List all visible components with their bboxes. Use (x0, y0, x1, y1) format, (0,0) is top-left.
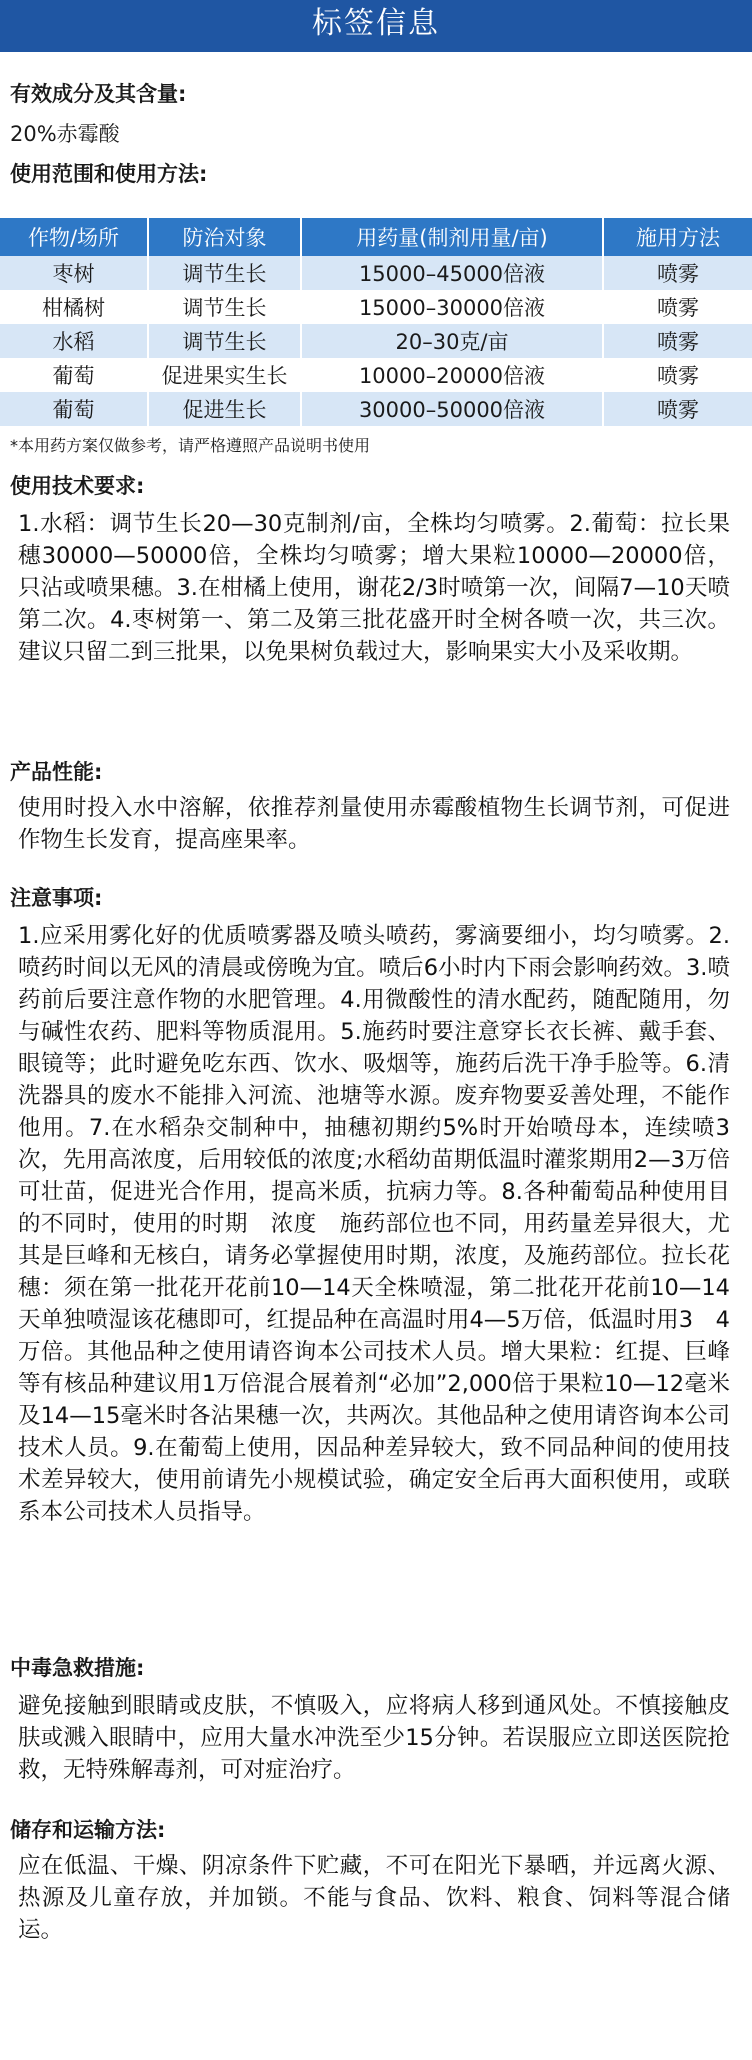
table-row (0, 358, 752, 392)
cell-dosage: 15000–30000倍液 (301, 290, 603, 324)
storage-text: 应在低温、干燥、阴凉条件下贮藏，不可在阳光下暴晒，并远离火源、热源及儿童存放，并加锁。不能与食品、饮料、粮食、饲料等混合储运。 (18, 1853, 730, 1943)
cell-crop: 葡萄 (0, 392, 148, 426)
table-row (0, 392, 752, 426)
cautions-text: 1.应采用雾化好的优质喷雾器及喷头喷药，雾滴要细小，均匀喷雾。2.喷药时间以无风的清晨或傍晚为宜。喷后6小时内下雨会影响药效。3.喷药前后要注意作物的水肥管理。4.用微酸性的清水配药，随配随用，勿与碱性农药、肥料等物质混用。5.施药时要注意穿长衣长裤、戴手套、眼镜等；此时避免吃东西、饮水、吸烟等，施药后洗干净手脸等。6.清洗器具的废水不能排入河流、池塘等水源。废弃物要妥善处理，不能作他用。7.在水稻杂交制种中，抽穗初期约5%时开始喷母本，连续喷3次，先用高浓度，后用较低的浓度;水稻幼苗期低温时灌浆期用2—3万倍可壮苗，促进光合作用，提高米质，抗病力等。8.各种葡萄品种使用目的不同时，使用的时期 浓度 施药部位也不同，用药量差异很大，尤其是巨峰和无核白，请务必掌握使用时期，浓度，及施药部位。拉长花穗：须在第一批花开花前10—14天全株喷湿，第二批花开花前10—14天单独喷湿该花穗即可，红提品种在高温时用4—5万倍，低温时用3 4万倍。其他品种之使用请咨询本公司技术人员。增大果粒：红提、巨峰等有核品种建议用1万倍混合展着剂“必加”2,000倍于果粒10—12毫米及14—15毫米时各沾果穗一次，共两次。其他品种之使用请咨询本公司技术人员。9.在葡萄上使用，因品种差异较大，致不同品种间的使用技术差异较大，使用前请先小规模试验，确定安全后再大面积使用，或联系本公司技术人员指导。 (18, 923, 730, 1525)
tech-text: 1.水稻：调节生长20—30克制剂/亩，全株均匀喷雾。2.葡萄：拉长果穗30000—50000倍，全株均匀喷雾；增大果粒10000—20000倍，只沾或喷果穗。3.在柑橘上使用，谢花2/3时喷第一次，间隔7—10天喷第二次。4.枣树第一、第二及第三批花盛开时全树各喷一次，共三次。建议只留二到三批果，以免果树负载过大，影响果实大小及采收期。 (18, 511, 730, 665)
cell-dosage: 30000–50000倍液 (301, 392, 603, 426)
cell-dosage: 15000–45000倍液 (301, 256, 603, 290)
cell-crop: 枣树 (0, 256, 148, 290)
cell-crop: 柑橘树 (0, 290, 148, 324)
col-header-target: 防治对象 (148, 218, 301, 256)
cell-method: 喷雾 (603, 358, 752, 392)
page-title: 标签信息 (312, 6, 440, 41)
cell-method: 喷雾 (603, 256, 752, 290)
table-note: *本用药方案仅做参考，请严格遵照产品说明书使用 (10, 436, 371, 455)
firstaid-text: 避免接触到眼睛或皮肤，不慎吸入，应将病人移到通风处。不慎接触皮肤或溅入眼睛中，应用大量水冲洗至少15分钟。若误服应立即送医院抢救，无特殊解毒剂，可对症治疗。 (18, 1693, 730, 1783)
table-row (0, 324, 752, 358)
ingredients-value: 20%赤霉酸 (10, 122, 120, 146)
cell-target: 调节生长 (148, 324, 301, 358)
col-header-crop: 作物/场所 (0, 218, 148, 256)
ingredients-title: 有效成分及其含量: (10, 82, 187, 106)
firstaid-title: 中毒急救措施: (10, 1656, 145, 1680)
cell-dosage: 10000–20000倍液 (301, 358, 603, 392)
col-header-dosage: 用药量(制剂用量/亩) (301, 218, 603, 256)
tech-title: 使用技术要求: (10, 474, 145, 498)
cell-target: 调节生长 (148, 256, 301, 290)
table-row (0, 290, 752, 324)
cell-target: 促进生长 (148, 392, 301, 426)
cell-crop: 葡萄 (0, 358, 148, 392)
cell-target: 促进果实生长 (148, 358, 301, 392)
scope-title: 使用范围和使用方法: (10, 162, 208, 186)
col-header-method: 施用方法 (603, 218, 752, 256)
cell-target: 调节生长 (148, 290, 301, 324)
table-header-row (0, 218, 752, 256)
performance-title: 产品性能: (10, 760, 103, 784)
performance-text: 使用时投入水中溶解，依推荐剂量使用赤霉酸植物生长调节剂，可促进作物生长发育，提高座果率。 (18, 795, 730, 853)
usage-table (0, 218, 752, 426)
table-row (0, 256, 752, 290)
cell-dosage: 20–30克/亩 (301, 324, 603, 358)
cell-crop: 水稻 (0, 324, 148, 358)
cautions-title: 注意事项: (10, 886, 103, 910)
cell-method: 喷雾 (603, 324, 752, 358)
cell-method: 喷雾 (603, 290, 752, 324)
page-header (0, 0, 752, 52)
cell-method: 喷雾 (603, 392, 752, 426)
storage-title: 储存和运输方法: (10, 1818, 166, 1842)
